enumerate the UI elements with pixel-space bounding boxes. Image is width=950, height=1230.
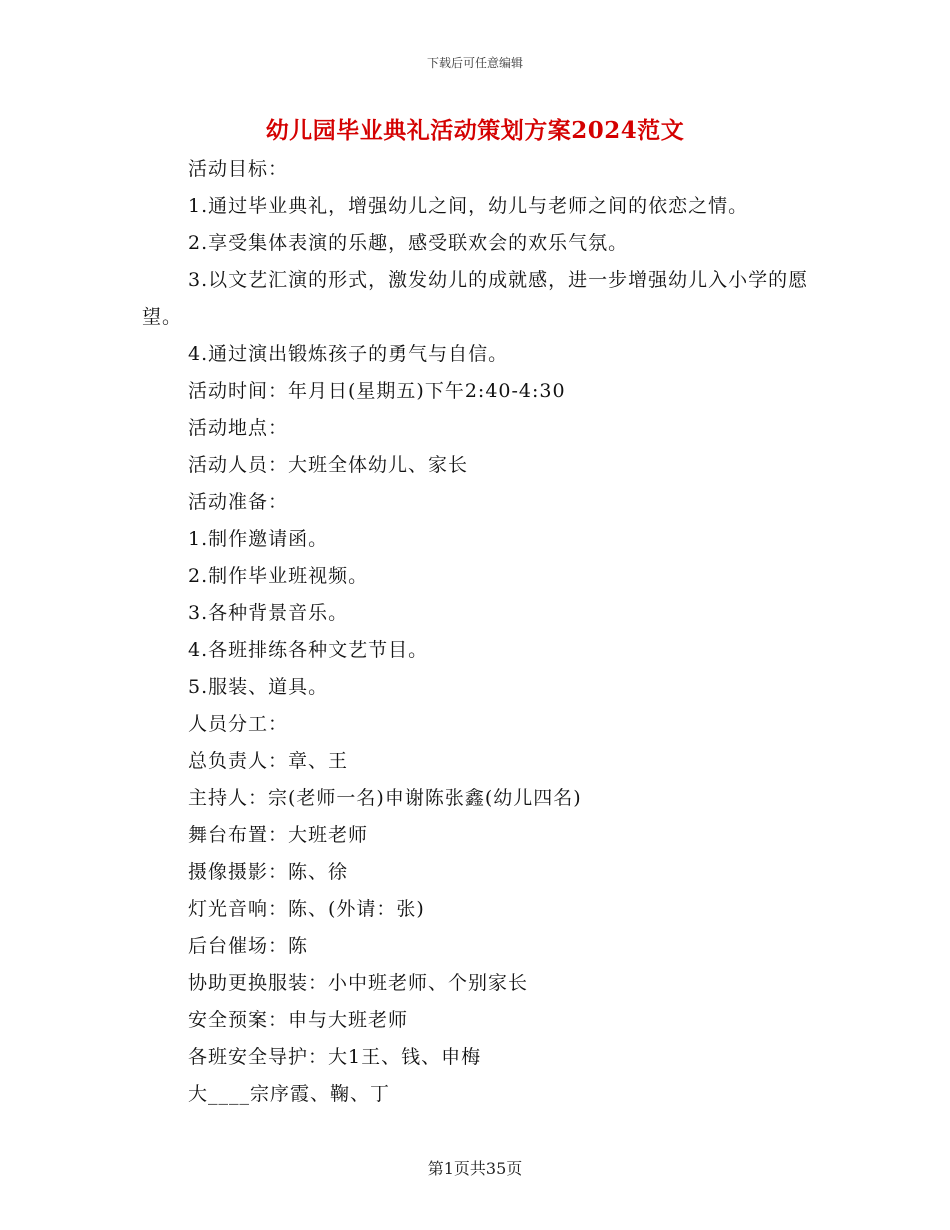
paragraph: 后台催场：陈: [188, 935, 309, 957]
paragraph: 舞台布置：大班老师: [188, 824, 369, 846]
page-number-footer: 第1页共35页: [427, 1159, 523, 1178]
paragraph: 总负责人：章、王: [188, 750, 349, 772]
paragraph: 大____宗序霞、鞠、丁: [188, 1083, 391, 1105]
paragraph: 1.制作邀请函。: [188, 528, 329, 550]
paragraph: 人员分工：: [188, 713, 289, 735]
paragraph: 安全预案：申与大班老师: [188, 1009, 409, 1031]
paragraph: 协助更换服装：小中班老师、个别家长: [188, 972, 529, 994]
document-body: [142, 151, 810, 1113]
header-note: 下载后可任意编辑: [426, 56, 523, 70]
paragraph: 4.各班排练各种文艺节目。: [188, 639, 429, 661]
paragraph: 各班安全导护：大1王、钱、申梅: [188, 1046, 482, 1068]
paragraph: 摄像摄影：陈、徐: [188, 861, 349, 883]
paragraph: 活动人员：大班全体幼儿、家长: [188, 454, 469, 476]
paragraph: 5.服装、道具。: [188, 676, 329, 698]
paragraph: 活动准备：: [188, 491, 289, 513]
paragraph: 2.享受集体表演的乐趣，感受联欢会的欢乐气氛。: [188, 232, 629, 254]
paragraph: 2.制作毕业班视频。: [188, 565, 369, 587]
document-title: 幼儿园毕业典礼活动策划方案2024范文: [265, 117, 685, 144]
paragraph: 活动地点：: [188, 417, 289, 439]
paragraph: 1.通过毕业典礼，增强幼儿之间，幼儿与老师之间的依恋之情。: [188, 195, 749, 217]
paragraph: 3.以文艺汇演的形式，激发幼儿的成就感，进一步增强幼儿入小学的愿望。: [142, 269, 809, 328]
paragraph: 3.各种背景音乐。: [188, 602, 349, 624]
paragraph: 活动时间：年月日(星期五)下午2:40-4:30: [188, 380, 566, 402]
paragraph: 灯光音响：陈、(外请：张): [188, 898, 425, 920]
paragraph: 4.通过演出锻炼孩子的勇气与自信。: [188, 343, 509, 365]
paragraph: 活动目标：: [188, 158, 289, 180]
paragraph: 主持人：宗(老师一名)申谢陈张鑫(幼儿四名): [188, 787, 582, 809]
